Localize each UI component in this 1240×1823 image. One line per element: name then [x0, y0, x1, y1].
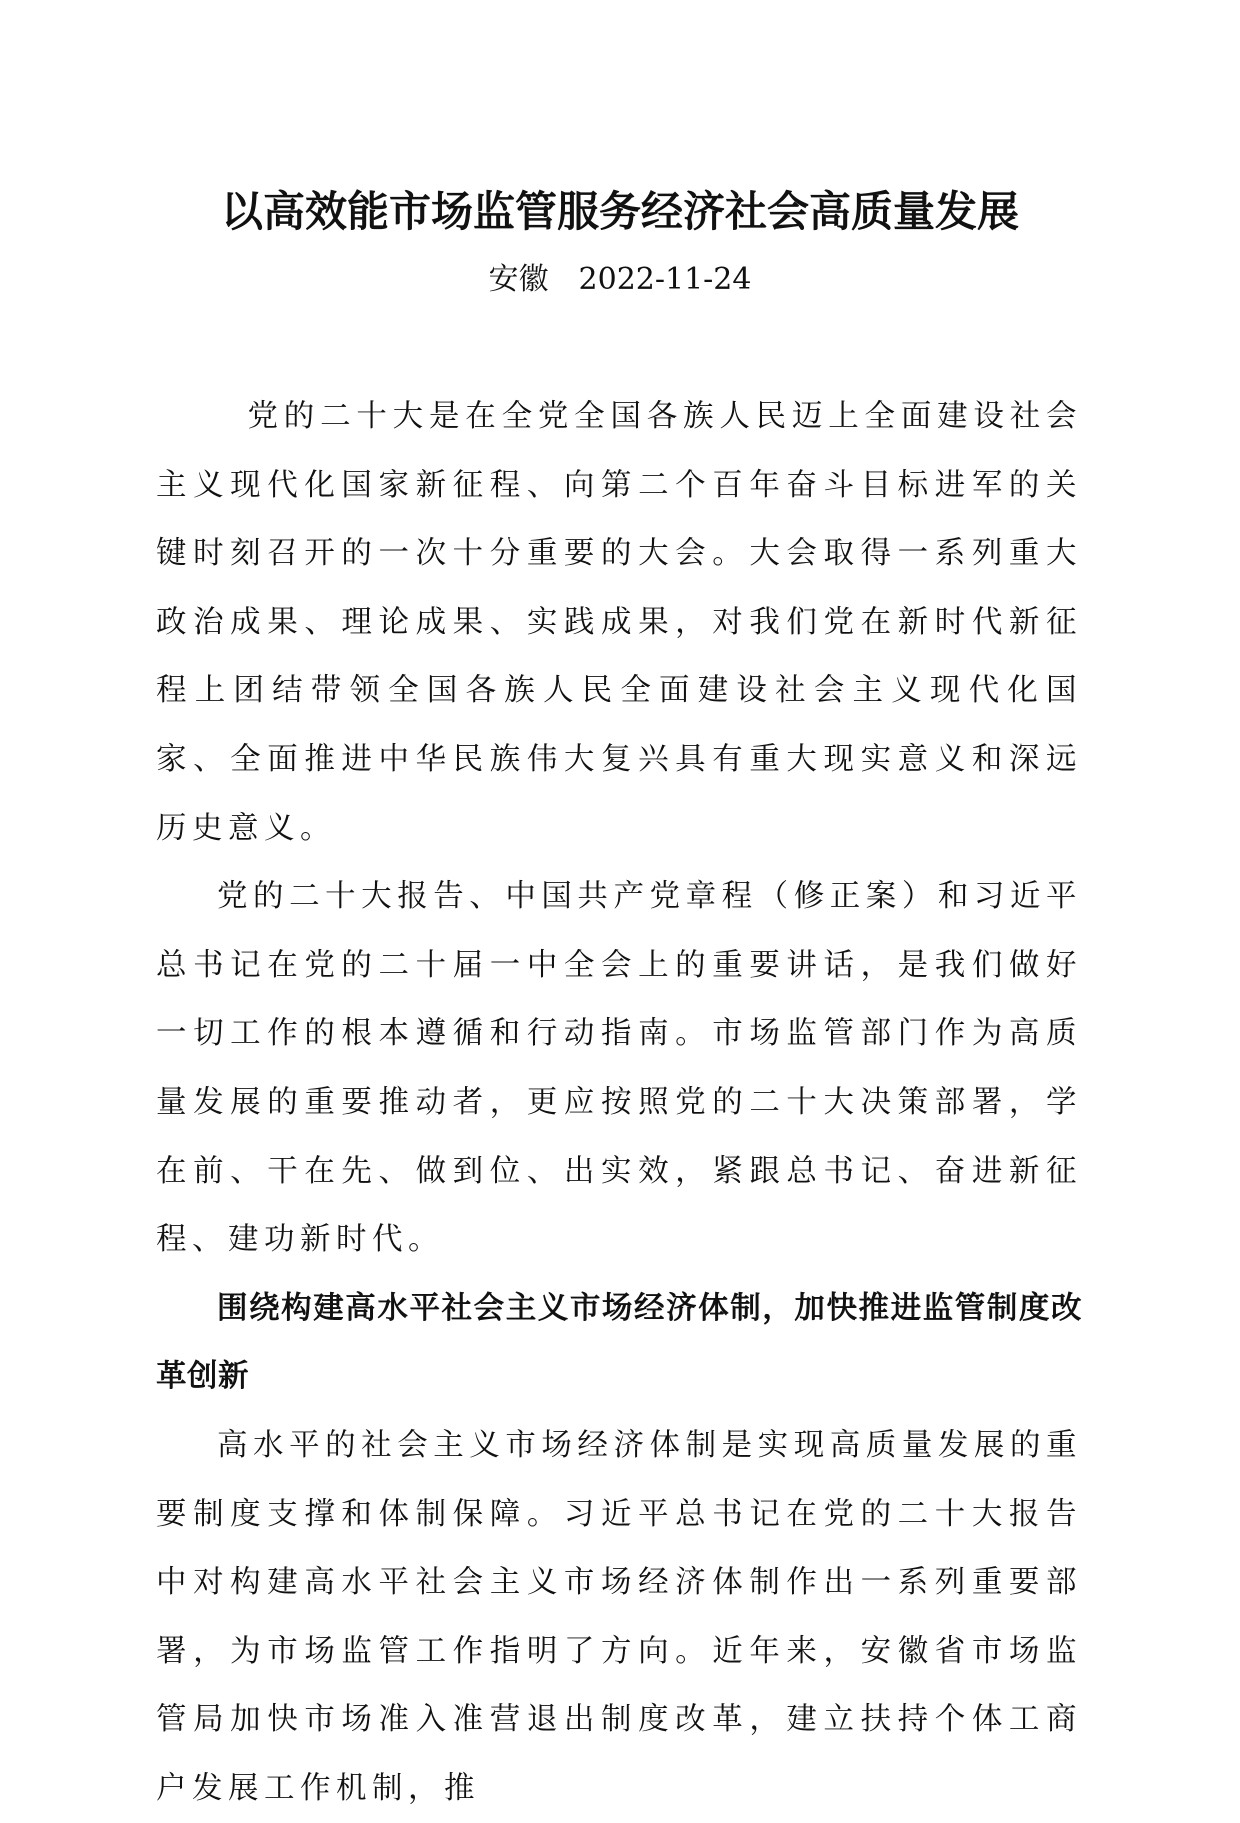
- article-date: 2022-11-24: [578, 262, 752, 297]
- article-body: [156, 383, 1082, 1823]
- body-paragraph-2: 党的二十大报告、中国共产党章程（修正案）和习近平总书记在党的二十届一中全会上的重要讲话，是我们做好一切工作的根本遵循和行动指南。市场监管部门作为高质量发展的重要推动者，更应按照党的二十大决策部署，学在前、干在先、做到位、出实效，紧跟总书记、奋进新征程、建功新时代。: [156, 879, 1082, 1258]
- article-title: 以高效能市场监管服务经济社会高质量发展: [220, 187, 1019, 236]
- body-paragraph-1: 党的二十大是在全党全国各族人民迈上全面建设社会主义现代化国家新征程、向第二个百年奋斗目标进军的关键时刻召开的一次十分重要的大会。大会取得一系列重大政治成果、理论成果、实践成果，对我们党在新时代新征程上团结带领全国各族人民全面建设社会主义现代化国家、全面推进中华民族伟大复兴具有重大现实意义和深远历史意义。: [156, 399, 1082, 846]
- section-heading: 围绕构建高水平社会主义市场经济体制，加快推进监管制度改革创新: [156, 1290, 1082, 1395]
- body-paragraph-3: 高水平的社会主义市场经济体制是实现高质量发展的重要制度支撑和体制保障。习近平总书记在党的二十大报告中对构建高水平社会主义市场经济体制作出一系列重要部署，为市场监管工作指明了方向。近年来，安徽省市场监管局加快市场准入准营退出制度改革，建立扶持个体工商户发展工作机制，推: [156, 1427, 1082, 1806]
- article-source: 安徽: [488, 262, 549, 297]
- byline: [0, 258, 1240, 302]
